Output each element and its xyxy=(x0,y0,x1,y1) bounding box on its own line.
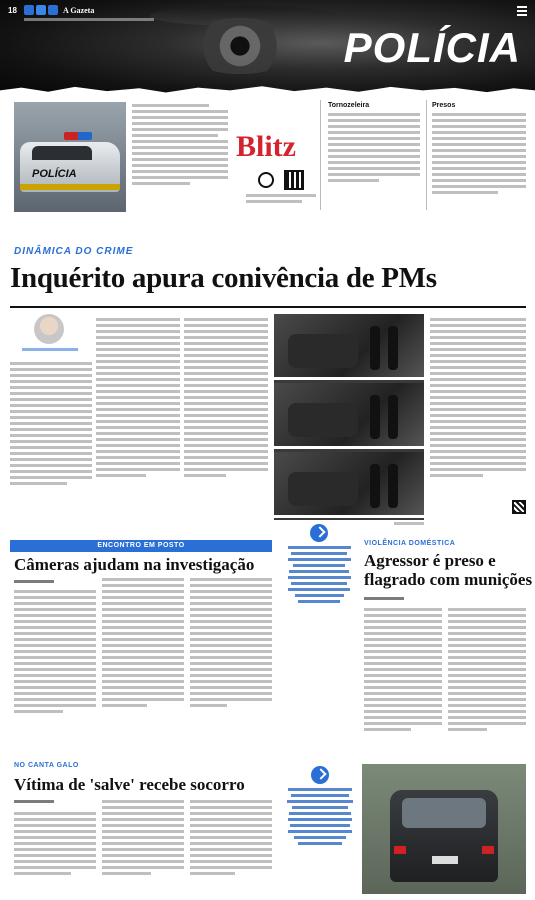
cameras-kicker: ENCONTRO EM POSTO xyxy=(10,540,272,552)
cameras-headline: Câmeras ajudam na investigação xyxy=(14,555,255,574)
main-col-2 xyxy=(96,318,180,480)
column-divider xyxy=(426,100,427,210)
car-door-label: POLÍCIA xyxy=(32,168,77,180)
photo-credit xyxy=(394,522,424,526)
blitz-lead-text xyxy=(132,104,228,188)
logo-block-icon xyxy=(48,5,58,15)
main-kicker: DINÂMICA DO CRIME xyxy=(14,246,134,257)
car-stripe xyxy=(20,184,120,190)
vitima-kicker: NO CANTA GALO xyxy=(14,762,79,769)
main-col-3 xyxy=(184,318,268,480)
police-vehicle-photo xyxy=(362,764,526,894)
paper-logo xyxy=(24,4,94,16)
dateline xyxy=(24,18,154,21)
vitima-col-1 xyxy=(14,812,96,878)
qr-code-icon xyxy=(512,500,526,514)
vitima-col-2 xyxy=(102,800,184,878)
agressor-byline xyxy=(364,597,404,603)
tail-light xyxy=(482,846,494,854)
check-icon xyxy=(310,524,328,542)
section-title: POLÍCIA xyxy=(343,24,521,71)
blitz-strip xyxy=(8,100,528,218)
logo-block-icon xyxy=(24,5,34,15)
author-photo xyxy=(34,314,64,344)
callout-box xyxy=(284,766,356,848)
agressor-col-2 xyxy=(448,608,526,734)
cameras-col-3 xyxy=(190,578,272,710)
torn-edge xyxy=(0,82,535,96)
qr-code-icon xyxy=(284,170,304,190)
menu-icon[interactable] xyxy=(517,6,527,24)
agressor-headline-line2: flagrado com munições xyxy=(364,570,533,589)
agressor-headline-line1: Agressor é preso e xyxy=(364,551,496,570)
masthead xyxy=(0,0,535,96)
vehicle-rear-window xyxy=(402,798,486,828)
whatsapp-icon xyxy=(258,172,274,188)
license-plate xyxy=(432,856,458,864)
cameras-col-1 xyxy=(14,590,96,716)
photo-frame xyxy=(274,314,424,380)
blitz-contact-caption xyxy=(246,194,316,206)
main-col-4 xyxy=(430,318,526,480)
agressor-kicker: VIOLÊNCIA DOMÉSTICA xyxy=(364,540,456,547)
logo-block-icon xyxy=(36,5,46,15)
check-icon xyxy=(311,766,329,784)
vitima-headline: Vítima de 'salve' recebe socorro xyxy=(14,775,245,794)
page-number: 18 xyxy=(8,6,17,15)
cameras-byline xyxy=(14,580,54,586)
police-car-photo xyxy=(14,102,126,212)
col-title: Presos xyxy=(432,102,456,109)
callout-box xyxy=(284,524,354,606)
main-headline: Inquérito apura conivência de PMs xyxy=(10,262,437,294)
headline-rule xyxy=(10,306,526,308)
photo-frame xyxy=(274,452,424,518)
paper-name: A Gazeta xyxy=(63,5,95,15)
siren-lights xyxy=(64,132,92,140)
cameras-col-2 xyxy=(102,578,184,710)
blitz-logo: Blitz xyxy=(236,130,296,163)
column-divider xyxy=(320,100,321,210)
col-title: Tornozeleira xyxy=(328,102,370,109)
photo-frame xyxy=(274,383,424,449)
agressor-col-1 xyxy=(364,608,442,734)
blitz-col-tornozeleira xyxy=(328,102,420,185)
tail-light xyxy=(394,846,406,854)
main-photo-sequence xyxy=(274,314,424,520)
masthead-photo-eye xyxy=(180,18,300,74)
vitima-byline xyxy=(14,800,54,806)
author-byline xyxy=(22,348,78,355)
main-col-1 xyxy=(10,362,92,488)
vitima-col-3 xyxy=(190,800,272,878)
car-window xyxy=(32,146,92,160)
blitz-col-presos xyxy=(432,102,526,197)
